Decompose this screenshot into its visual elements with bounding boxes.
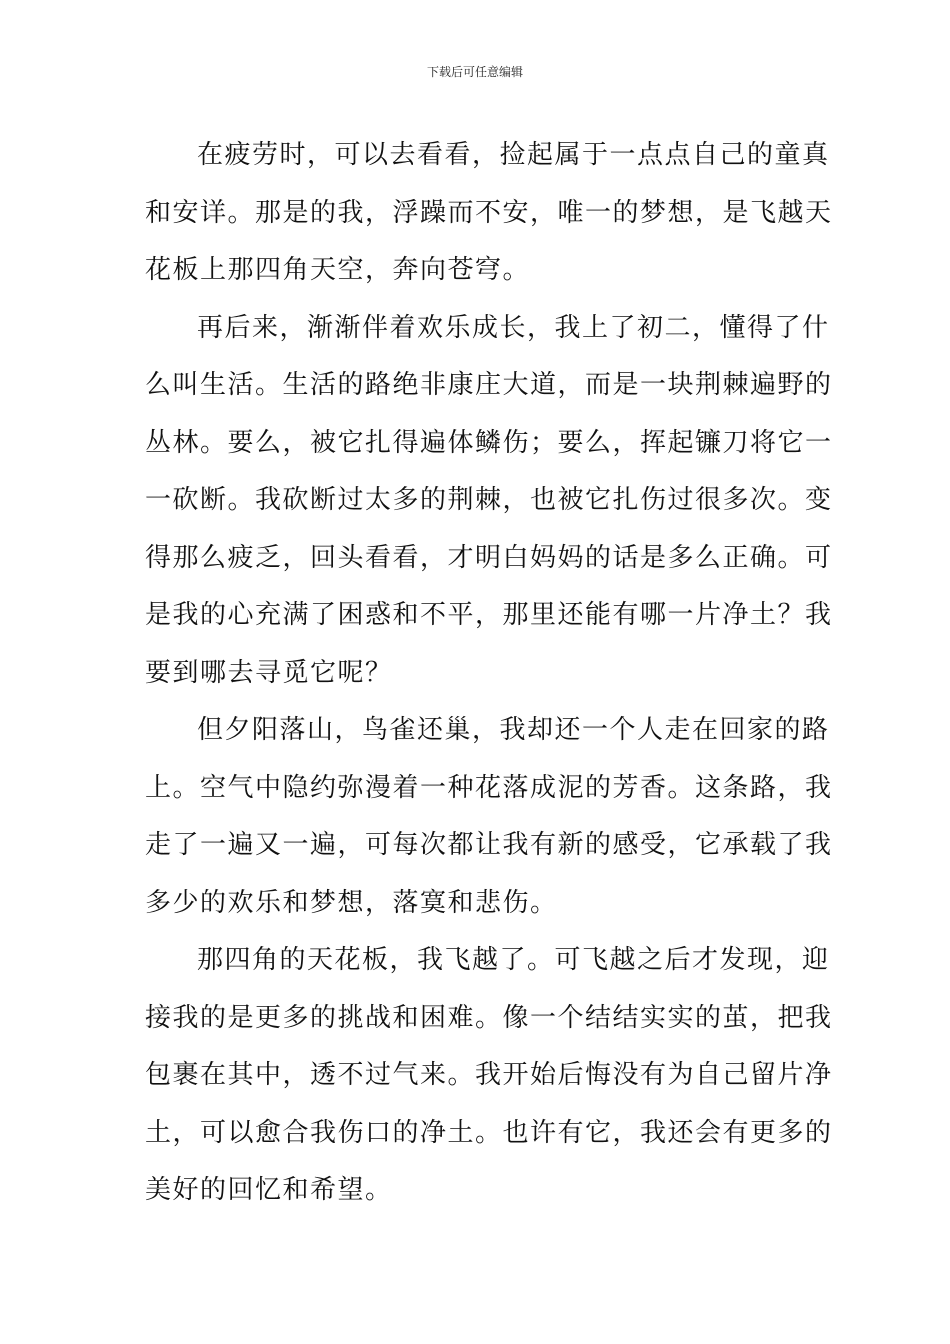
paragraph-line: 要到哪去寻觅它呢？ (145, 657, 393, 688)
paragraph-3 (145, 702, 833, 932)
paragraph-line: 美好的回忆和希望。 (145, 1175, 393, 1205)
paragraph-line: 再后来，渐渐伴着欢乐成长，我上了初二，懂得了什 (197, 312, 830, 343)
paragraph-line: 是我的心充满了困惑和不平，那里还能有哪一片净土？我 (145, 600, 833, 630)
paragraph-line: 一砍断。我砍断过太多的荆棘，也被它扎伤过很多次。变 (145, 485, 833, 515)
paragraph-line: 包裹在其中，透不过气来。我开始后悔没有为自己留片净 (145, 1060, 833, 1090)
paragraph-line: 多少的欢乐和梦想，落寞和悲伤。 (145, 887, 558, 918)
paragraph-line: 接我的是更多的挑战和困难。像一个结结实实的茧，把我 (145, 1002, 833, 1033)
paragraph-line: 在疲劳时，可以去看看，捡起属于一点点自己的童真 (197, 140, 830, 170)
paragraph-1 (145, 127, 833, 300)
paragraph-line: 么叫生活。生活的路绝非康庄大道，而是一块荆棘遍野的 (145, 370, 833, 400)
paragraph-2 (145, 300, 833, 703)
paragraph-line: 走了一遍又一遍，可每次都让我有新的感受，它承载了我 (145, 830, 833, 860)
paragraph-4 (145, 932, 833, 1220)
page-header: 下载后可任意编辑 (426, 65, 523, 79)
paragraph-line: 得那么疲乏，回头看看，才明白妈妈的话是多么正确。可 (145, 542, 833, 573)
paragraph-line: 花板上那四角天空，奔向苍穹。 (145, 255, 531, 285)
paragraph-line: 上。空气中隐约弥漫着一种花落成泥的芳香。这条路，我 (145, 772, 833, 803)
paragraph-line: 土，可以愈合我伤口的净土。也许有它，我还会有更多的 (145, 1117, 833, 1148)
paragraph-line: 但夕阳落山，鸟雀还巢，我却还一个人走在回家的路 (197, 715, 830, 745)
paragraph-line: 丛林。要么，被它扎得遍体鳞伤；要么，挥起镰刀将它一 (145, 427, 833, 458)
paragraph-line: 和安详。那是的我，浮躁而不安，唯一的梦想，是飞越天 (145, 197, 833, 228)
document-body (145, 127, 833, 1220)
paragraph-line: 那四角的天花板，我飞越了。可飞越之后才发现，迎 (197, 945, 830, 975)
